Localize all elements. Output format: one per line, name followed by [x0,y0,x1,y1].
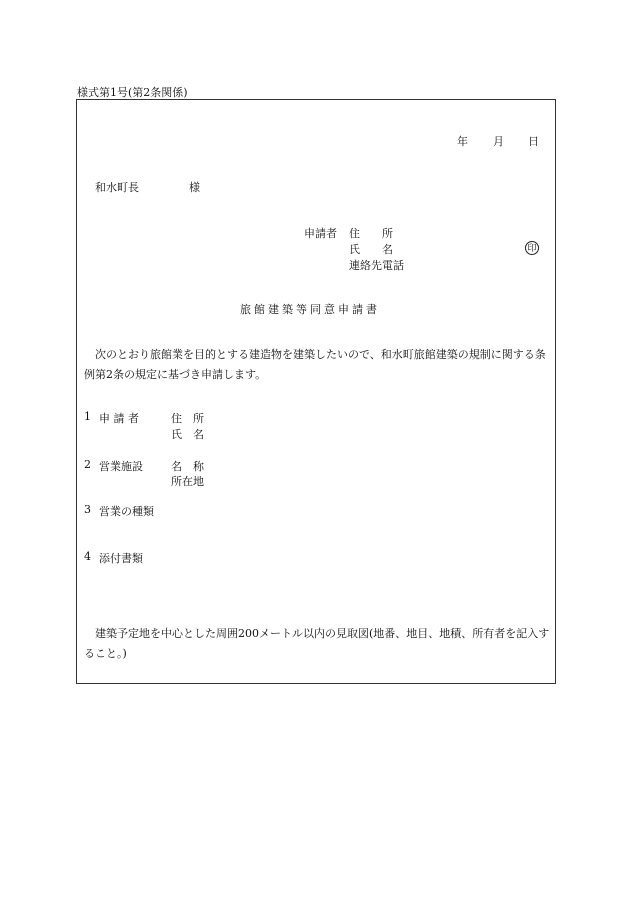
applicant-address-label: 住 所 [349,227,393,240]
date-day-label: 日 [528,135,539,148]
attachment-note [84,624,550,664]
recipient-name: 和水町長 [95,181,139,194]
applicant-name-label: 氏 名 [349,243,393,256]
body-paragraph [84,345,550,385]
item-4-number: 4 [84,550,91,563]
attachment-note-text: 建築予定地を中心とした周囲200メートル以内の見取図(地番、地目、地積、所有者を記入すること。) [84,627,550,660]
document-title: 旅館建築等同意申請書 [240,303,380,316]
item-1-label: 申 請 者 [99,412,139,425]
applicant-role-label: 申請者 [304,227,337,240]
applicant-phone-label: 連絡先電話 [349,259,404,272]
date-month-label: 月 [493,135,504,148]
form-frame [76,99,556,684]
date-year-label: 年 [457,135,468,148]
item-2-field-location: 所在地 [171,475,204,488]
seal-mark: 印 [525,241,539,255]
item-4-label: 添付書類 [99,552,143,565]
item-1-field-address: 住 所 [171,412,204,425]
item-1-field-name: 氏 名 [171,428,204,441]
item-1-number: 1 [84,410,91,423]
item-3-number: 3 [84,503,91,516]
recipient-honorific: 様 [189,181,200,194]
body-text: 次のとおり旅館業を目的とする建造物を建築したいので、和水町旅館建築の規制に関する条例第2条の規定に基づき申請します。 [84,348,546,381]
item-2-field-facility-name: 名 称 [171,460,204,473]
form-number-label: 様式第1号(第2条関係) [77,86,188,99]
item-2-label: 営業施設 [99,460,143,473]
item-3-label: 営業の種類 [99,505,154,518]
item-2-number: 2 [84,458,91,471]
